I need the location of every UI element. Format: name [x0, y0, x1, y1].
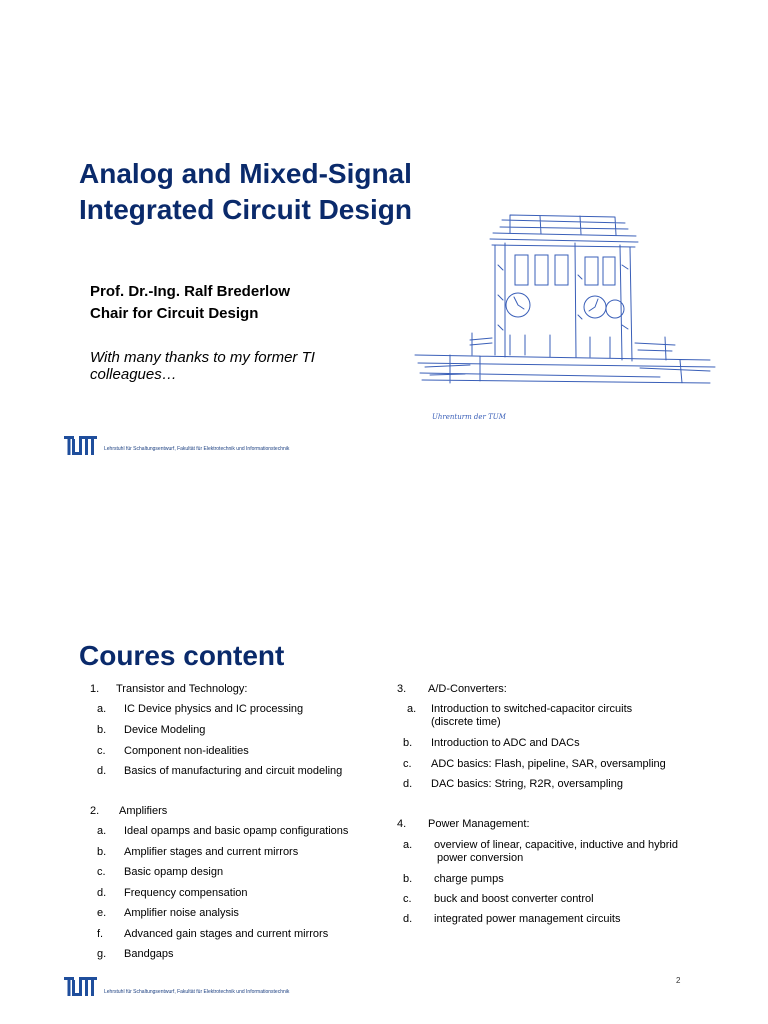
author-block [90, 281, 290, 325]
author-chair: Chair for Circuit Design [90, 305, 259, 322]
title-line-2: Integrated Circuit Design [79, 194, 412, 225]
section-title: Transistor and Technology: [116, 683, 248, 695]
section-number: 1. [90, 683, 100, 695]
footer-institution: Lehrstuhl für Schaltungsentwurf, Fakultät für Elektrotechnik und Informationstechnik [104, 989, 290, 995]
section-number: 3. [397, 683, 407, 695]
footer-institution: Lehrstuhl für Schaltungsentwurf, Fakultät für Elektrotechnik und Informationstechnik [104, 446, 290, 452]
list-item-continuation: power conversion [437, 852, 524, 864]
section-title: A/D-Converters: [428, 683, 507, 695]
thanks-line-1: With many thanks to my former TI [90, 349, 315, 366]
tum-logo-icon [64, 977, 97, 996]
page-number: 2 [676, 976, 681, 985]
tum-logo-icon [64, 436, 97, 455]
list-item-continuation: (discrete time) [431, 716, 501, 728]
slide-title [79, 156, 412, 228]
course-content-slide [0, 512, 768, 1024]
content-columns: 1. Transistor and Technology: a. IC Device physics and IC processing b. Device Modeling c. Component non-idealities d. Basics of manufacturing and circuit modeling 2. Amplifiers a. Ideal opamps and basic opamp configurations b. Amplifier stages and current mirrors c. Basic opamp design d. Frequency compensation e. Amplifier noise analysis f. Advanced gain stages and current mirrors g. Bandgaps 3. A/D-Converters: a. Introduction to switched-capacitor circuits (discrete time) b. Introduction to ADC and DACs c. ADC basics: Flash, pipeline, SAR, oversampling d. DAC basics: String, R2R, oversampling 4. Power Management: a. overview of linear, capacitive, inductive and hybrid power conversion b. charge pumps c. buck and boost converter control d. integrated power management circuits [90, 683, 678, 960]
section-number: 4. [397, 818, 407, 830]
section-title: Power Management: [428, 818, 530, 830]
sketch-caption: Uhrenturm der TUM [432, 413, 506, 421]
title-line-1: Analog and Mixed-Signal [79, 158, 412, 189]
clock-tower-sketch-icon [410, 205, 730, 430]
slide-title: Coures content [79, 640, 285, 671]
section-title: Amplifiers [119, 805, 168, 817]
section-number: 2. [90, 805, 100, 817]
author-name: Prof. Dr.-Ing. Ralf Brederlow [90, 283, 291, 300]
acknowledgement [90, 349, 350, 383]
thanks-line-2: colleagues… [90, 366, 177, 383]
